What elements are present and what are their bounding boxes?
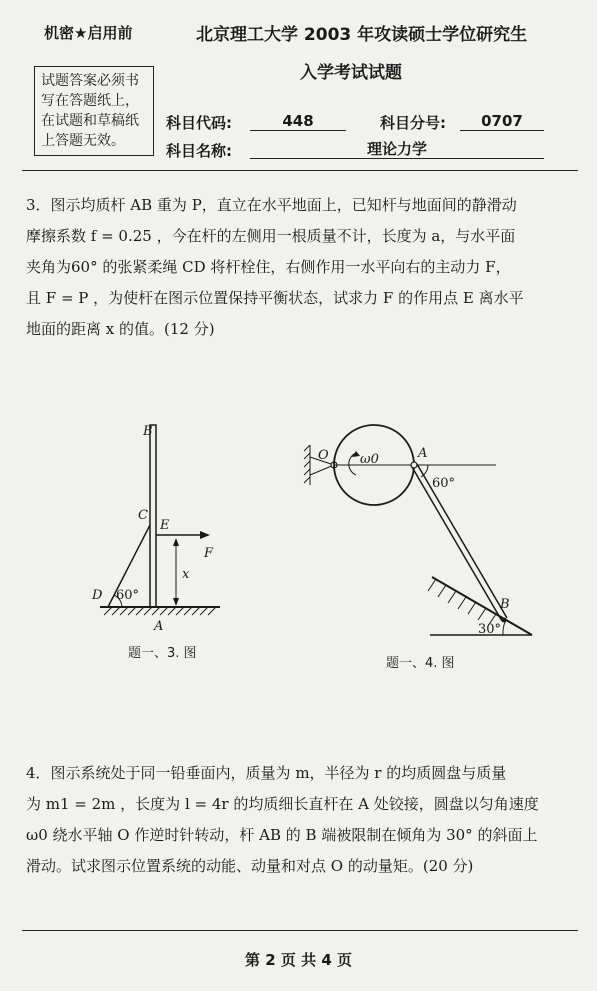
label-c: C — [138, 508, 148, 523]
figure-3-caption: 题一、3. 图 — [128, 646, 197, 661]
notice-line: 试题答案必须书 — [41, 73, 139, 89]
label-e: E — [160, 518, 170, 533]
problem-3-text — [26, 190, 582, 345]
subject-code-value: 448 — [250, 112, 346, 131]
exam-title: 北京理工大学 2003 年攻读硕士学位研究生 — [196, 25, 528, 45]
label-x: x — [182, 567, 190, 582]
label-a: A — [418, 446, 428, 461]
problem-4-line: ω0 绕水平轴 O 作逆时针转动，杆 AB 的 B 端被限制在倾角为 30° 的斜面上 — [26, 826, 538, 844]
label-omega: ω0 — [360, 452, 379, 467]
label-d: D — [92, 588, 103, 603]
notice-line: 写在答题纸上， — [41, 93, 139, 109]
subject-number-label: 科目分号: — [380, 114, 446, 132]
figure-3-diagram — [70, 415, 240, 635]
page-number: 第 2 页 共 4 页 — [245, 951, 352, 969]
subject-name-label: 科目名称: — [166, 142, 232, 160]
label-f: F — [204, 546, 214, 561]
label-angle-60: 60° — [432, 476, 456, 491]
label-o: O — [318, 448, 329, 463]
exam-subtitle: 入学考试试题 — [300, 63, 402, 83]
label-b: B — [143, 424, 153, 439]
problem-4-line: 滑动。试求图示位置系统的动能、动量和对点 O 的动量矩。(20 分) — [26, 857, 474, 875]
subject-name-value: 理论力学 — [250, 140, 544, 159]
rod-ab — [150, 425, 156, 607]
header-divider — [22, 170, 578, 171]
problem-3-line: 且 F = P ，为使杆在图示位置保持平衡状态，试求力 F 的作用点 E 离水平 — [26, 289, 524, 307]
problem-4-line: 4．图示系统处于同一铅垂面内，质量为 m，半径为 r 的均质圆盘与质量 — [26, 764, 507, 782]
problem-3-line: 3．图示均质杆 AB 重为 P，直立在水平地面上，已知杆与地面间的静滑动 — [26, 196, 517, 214]
label-angle-30: 30° — [478, 622, 502, 637]
figure-4-caption: 题一、4. 图 — [386, 656, 455, 671]
subject-number-value: 0707 — [460, 112, 544, 131]
notice-line: 上答题无效。 — [41, 133, 125, 149]
label-a: A — [154, 619, 164, 634]
problem-3-line: 地面的距离 x 的值。(12 分) — [26, 320, 215, 338]
confidential-mark: 机密★启用前 — [44, 24, 133, 42]
figure-4-diagram — [300, 405, 540, 645]
label-angle-60: 60° — [116, 588, 140, 603]
footer-divider — [22, 930, 578, 931]
problem-4-line: 为 m1 = 2m ，长度为 l = 4r 的均质细长直杆在 A 处铰接，圆盘以匀角速度 — [26, 795, 539, 813]
answer-notice-box — [34, 66, 154, 156]
subject-code-label: 科目代码: — [166, 114, 232, 132]
problem-3-line: 摩擦系数 f = 0.25 ，今在杆的左侧用一根质量不计，长度为 a，与水平面 — [26, 227, 516, 245]
problem-4-text — [26, 758, 582, 882]
problem-3-line: 夹角为60° 的张紧柔绳 CD 将杆栓住，右侧作用一水平向右的主动力 F， — [26, 258, 511, 276]
notice-line: 在试题和草稿纸 — [41, 113, 139, 129]
label-b: B — [500, 597, 510, 612]
